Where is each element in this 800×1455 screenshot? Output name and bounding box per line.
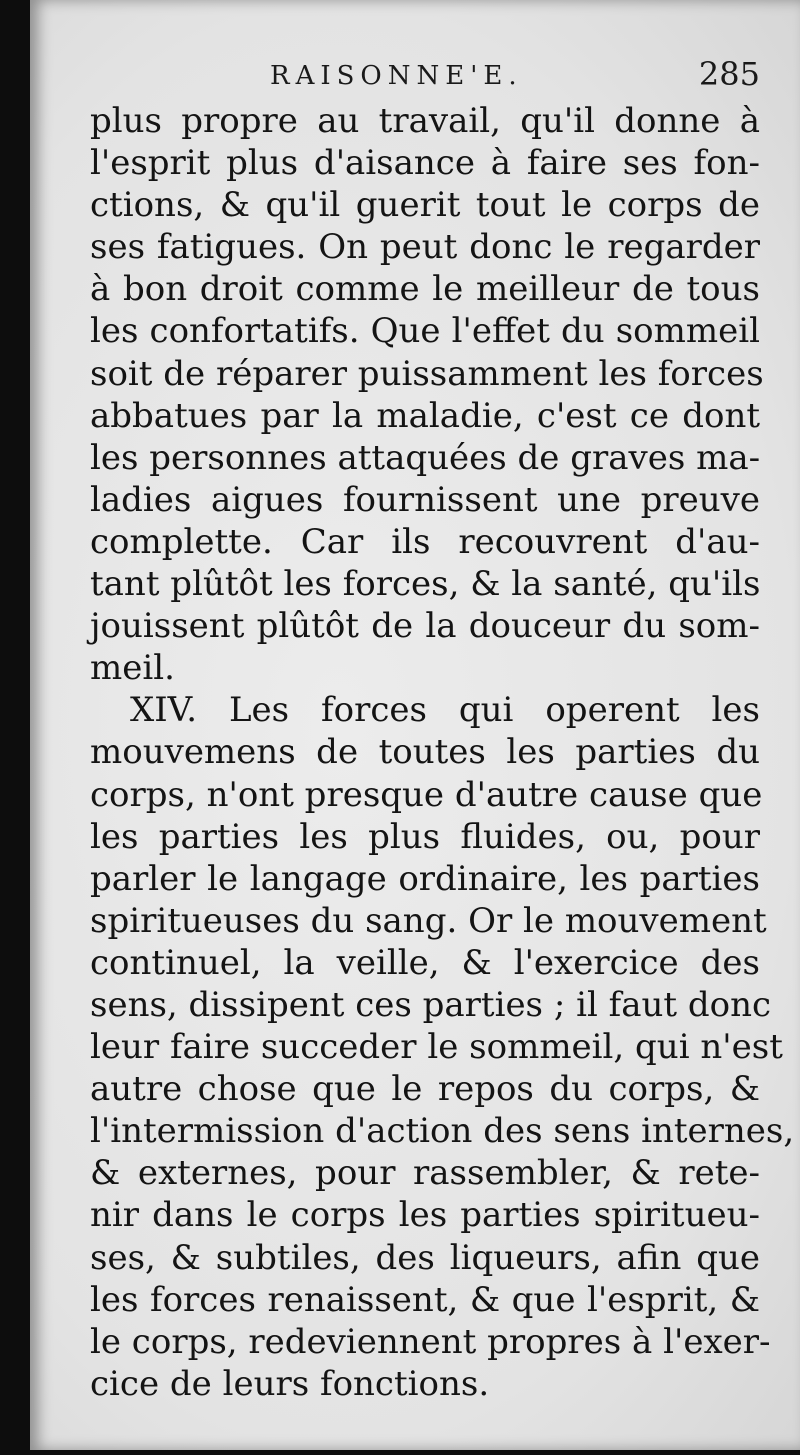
text-line: les parties les plus fluides, ou, pour bbox=[90, 816, 760, 857]
text-line: leur faire succeder le sommeil, qui n'est bbox=[90, 1027, 783, 1068]
text-line: les confortatifs. Que l'effet du sommeil bbox=[90, 311, 760, 352]
text-line: à bon droit comme le meilleur de tous bbox=[90, 269, 760, 310]
text-line: soit de réparer puissamment les forces bbox=[90, 353, 764, 394]
text-line: tant plûtôt les forces, & la santé, qu'ils bbox=[90, 564, 761, 605]
text-line: XIV. Les forces qui operent les bbox=[130, 690, 760, 731]
text-line: spiritueuses du sang. Or le mouvement bbox=[90, 900, 767, 941]
page-header bbox=[270, 55, 760, 95]
text-line: l'intermission d'action des sens internes, bbox=[90, 1111, 795, 1152]
text-line: ctions, & qu'il guerit tout le corps de bbox=[90, 185, 760, 226]
text-line: jouissent plûtôt de la douceur du som- bbox=[90, 606, 760, 647]
body-text bbox=[90, 100, 795, 1405]
text-line: & externes, pour rassembler, & rete- bbox=[90, 1153, 760, 1194]
text-line: les forces renaissent, & que l'esprit, & bbox=[90, 1279, 760, 1320]
text-line: l'esprit plus d'aisance à faire ses fon- bbox=[90, 143, 760, 184]
paragraph-2 bbox=[90, 689, 795, 1405]
running-head: RAISONNE'E. bbox=[270, 61, 523, 91]
text-line: plus propre au travail, qu'il donne à bbox=[90, 101, 760, 141]
text-line: sens, dissipent ces parties ; il faut donc bbox=[90, 984, 772, 1025]
book-page bbox=[30, 0, 800, 1450]
text-line: ses, & subtiles, des liqueurs, afin que bbox=[90, 1237, 760, 1278]
page-number: 285 bbox=[698, 55, 760, 93]
text-line: continuel, la veille, & l'exercice des bbox=[90, 942, 760, 983]
text-line: les personnes attaquées de graves ma- bbox=[90, 437, 761, 478]
paragraph-1 bbox=[90, 100, 764, 689]
text-line: cice de leurs fonctions. bbox=[90, 1363, 490, 1404]
text-line: complette. Car ils recouvrent d'au- bbox=[90, 521, 760, 562]
text-line: le corps, redeviennent propres à l'exer- bbox=[90, 1321, 771, 1362]
text-line: ladies aigues fournissent une preuve bbox=[90, 479, 760, 520]
text-line: mouvemens de toutes les parties du bbox=[90, 732, 760, 773]
text-line: nir dans le corps les parties spiritueu- bbox=[90, 1195, 760, 1236]
text-line: parler le langage ordinaire, les parties bbox=[90, 858, 760, 899]
text-line: ses fatigues. On peut donc le regarder bbox=[90, 227, 760, 268]
text-line: corps, n'ont presque d'autre cause que bbox=[90, 774, 763, 815]
text-line: autre chose que le repos du corps, & bbox=[90, 1069, 760, 1110]
text-line: abbatues par la maladie, c'est ce dont bbox=[90, 395, 760, 436]
text-line: meil. bbox=[90, 648, 175, 689]
